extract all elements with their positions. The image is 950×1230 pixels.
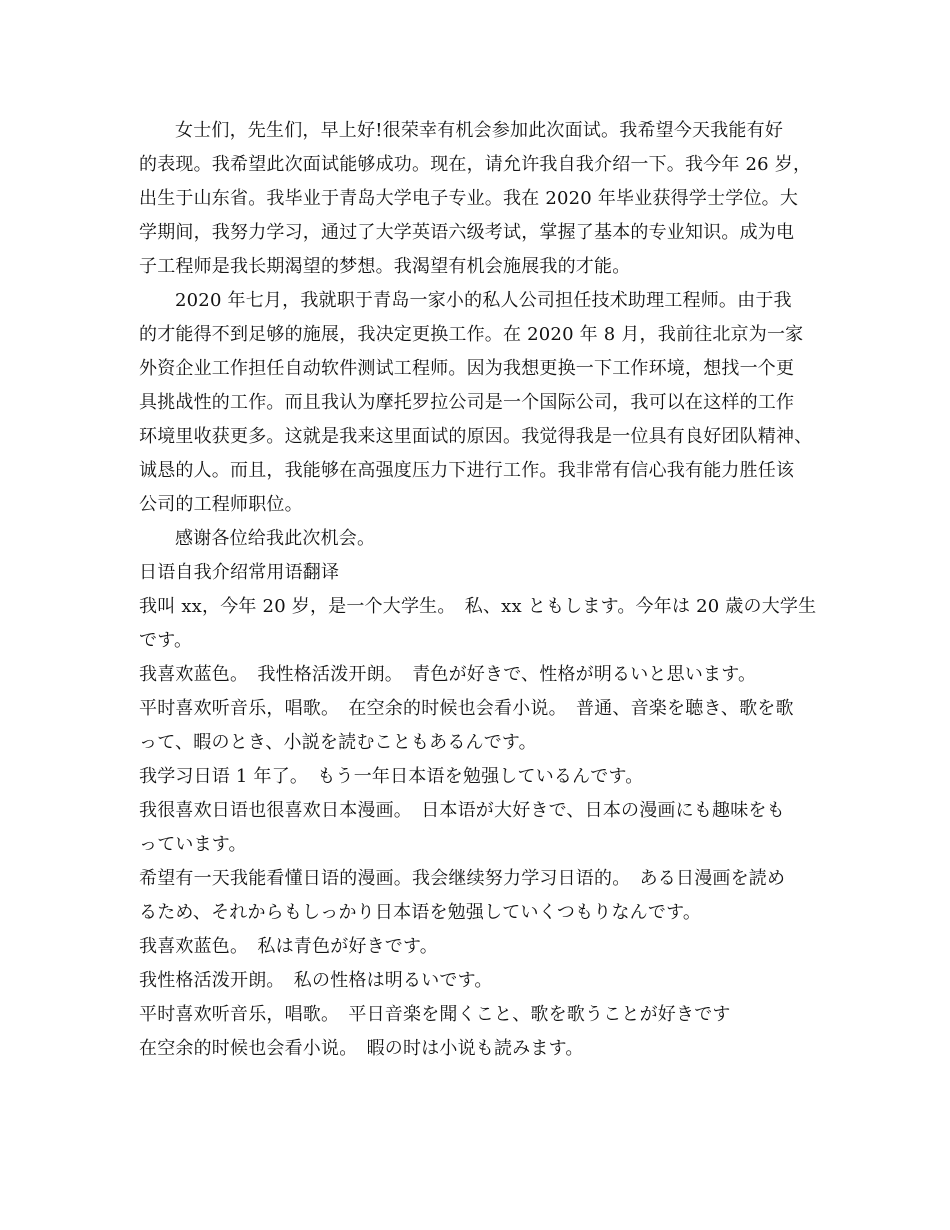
text-line: 感谢各位给我此次机会。 <box>175 528 376 549</box>
text-line: 我喜欢蓝色。 我性格活泼开朗。 青色が好きで、性格が明るいと思います。 <box>139 664 757 685</box>
text-line: 我叫 xx，今年 20 岁，是一个大学生。 私、xx ともします。今年は 20 歳の大学生 <box>139 596 817 617</box>
text-line: 出生于山东省。我毕业于青岛大学电子专业。我在 2020 年毕业获得学士学位。大 <box>139 188 799 209</box>
text-line: 平时喜欢听音乐，唱歌。 在空余的时候也会看小说。 普通、音楽を聴き、歌を歌 <box>139 698 794 719</box>
text-line: 诚恳的人。而且，我能够在高强度压力下进行工作。我非常有信心我有能力胜任该 <box>139 460 795 481</box>
text-line: 我学习日语 1 年了。 もう一年日本语を勉强しているんです。 <box>139 766 644 787</box>
text-line: 外资企业工作担任自动软件测试工程师。因为我想更换一下工作环境，想找一个更 <box>139 358 795 379</box>
text-line: 的才能得不到足够的施展，我决定更换工作。在 2020 年 8 月，我前往北京为一家 <box>139 324 804 345</box>
text-line: 公司的工程师职位。 <box>139 494 303 515</box>
text-line: るため、それからもしっかり日本语を勉强していくつもりなんです。 <box>139 902 702 923</box>
text-line: 我喜欢蓝色。 私は青色が好きです。 <box>139 936 438 957</box>
text-line: 女士们，先生们，早上好!很荣幸有机会参加此次面试。我希望今天我能有好 <box>175 120 784 141</box>
text-line: 具挑战性的工作。而且我认为摩托罗拉公司是一个国际公司，我可以在这样的工作 <box>139 392 795 413</box>
document-body <box>139 114 819 1066</box>
text-line: っています。 <box>139 834 247 855</box>
text-line: って、暇のとき、小説を読むこともあるんです。 <box>139 732 537 753</box>
text-line: 我很喜欢日语也很喜欢日本漫画。 日本语が大好きで、日本の漫画にも趣味をも <box>139 800 785 821</box>
text-line: 平时喜欢听音乐，唱歌。 平日音楽を聞くこと、歌を歌うことが好きです <box>139 1004 731 1025</box>
text-line: 在空余的时候也会看小说。 暇の时は小说も読みます。 <box>139 1038 584 1059</box>
text-line: 日语自我介绍常用语翻译 <box>139 562 340 583</box>
text-line: 的表现。我希望此次面试能够成功。现在，请允许我自我介绍一下。我今年 26 岁， <box>139 154 812 175</box>
text-line: です。 <box>139 630 193 651</box>
text-line: 2020 年七月，我就职于青岛一家小的私人公司担任技术助理工程师。由于我 <box>175 290 792 311</box>
text-line: 子工程师是我长期渴望的梦想。我渴望有机会施展我的才能。 <box>139 256 631 277</box>
text-line: 环境里收获更多。这就是我来这里面试的原因。我觉得我是一位具有良好团队精神、 <box>139 426 813 447</box>
text-line: 希望有一天我能看懂日语的漫画。我会继续努力学习日语的。 ある日漫画を読め <box>139 868 786 889</box>
text-line: 我性格活泼开朗。 私の性格は明るいです。 <box>139 970 493 991</box>
text-line: 学期间，我努力学习，通过了大学英语六级考试，掌握了基本的专业知识。成为电 <box>139 222 795 243</box>
